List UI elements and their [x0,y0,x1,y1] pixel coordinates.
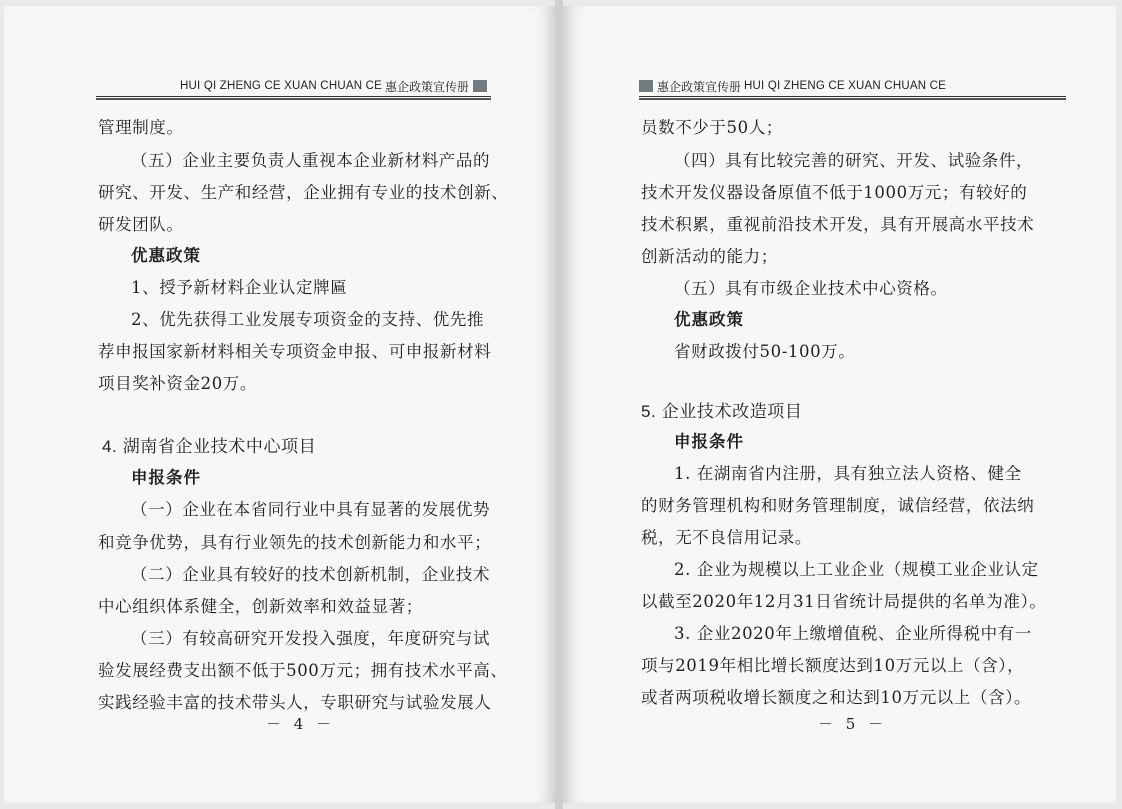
body-line: （二）企业具有较好的技术创新机制，企业技术 [131,565,491,584]
header-block-icon [473,80,487,92]
header-rule-thick [639,98,1066,100]
body-line: 或者两项税收增长额度之和达到10万元以上（含）。 [641,688,1032,707]
body-line: 的财务管理机构和财务管理制度，诚信经营，依法纳 [641,496,1035,515]
header-title: 惠企政策宣传册 [384,79,469,94]
body-line: 项目奖补资金20万。 [98,374,257,393]
body-line: 验发展经费支出额不低于500万元；拥有技术水平高、 [98,661,508,680]
body-line: 中心组织体系健全，创新效率和效益显著； [98,597,423,616]
body-line: 技术积累，重视前沿技术开发，具有开展高水平技术 [641,215,1035,234]
body-line: （三）有较高研究开发投入强度，年度研究与试 [131,629,491,648]
body-line: 税，无不良信用记录。 [641,528,812,547]
body-line: 创新活动的能力； [641,247,778,266]
body-line: 以截至2020年12月31日省统计局提供的名单为准）。 [641,592,1047,611]
body-line: 3. 企业2020年上缴增值税、企业所得税中有一 [674,624,1032,643]
body-line: 研究、开发、生产和经营，企业拥有专业的技术创新、 [98,183,509,202]
body-line: 省财政拨付50-100万。 [674,342,856,361]
header-rule [639,96,1066,97]
section-label-application-conditions: 申报条件 [131,468,201,487]
body-line: 员数不少于50人； [641,118,783,137]
body-line: 研发团队。 [98,215,184,234]
section-label-preferential-policy: 优惠政策 [131,246,201,265]
section-label-preferential-policy: 优惠政策 [674,310,744,329]
header-latin-text: HUI QI ZHENG CE XUAN CHUAN CE [180,80,382,92]
body-line: 管理制度。 [98,118,184,137]
body-line: 实践经验丰富的技术带头人，专职研究与试验发展人 [98,693,492,712]
body-line: 1. 在湖南省内注册，具有独立法人资格、健全 [674,464,1022,483]
body-line: （四）具有比较完善的研究、开发、试验条件， [674,151,1034,170]
section-heading: 4. 湖南省企业技术中心项目 [102,437,317,456]
right-page-header [639,76,946,96]
section-label-application-conditions: 申报条件 [674,432,744,451]
body-line: 2、优先获得工业发展专项资金的支持、优先推 [131,310,485,329]
body-line: 1、授予新材料企业认定牌匾 [131,278,348,297]
right-page [563,6,1116,803]
body-line: 项与2019年相比增长额度达到10万元以上（含）， [641,656,1025,675]
body-line: 2. 企业为规模以上工业企业（规模工业企业认定 [674,560,1039,579]
body-line: （五）企业主要负责人重视本企业新材料产品的 [131,151,491,170]
body-line: （一）企业在本省同行业中具有显著的发展优势 [131,500,491,519]
header-latin-text: HUI QI ZHENG CE XUAN CHUAN CE [744,80,946,92]
page-number: － 4 － [266,715,336,733]
header-block-icon [639,80,653,92]
body-line: （五）具有市级企业技术中心资格。 [674,279,948,298]
body-line: 技术开发仪器设备原值不低于1000万元；有较好的 [641,183,1028,202]
header-title: 惠企政策宣传册 [657,79,742,94]
body-line: 荐申报国家新材料相关专项资金申报、可申报新材料 [98,342,492,361]
book-spine [555,0,563,809]
left-page [4,6,555,803]
section-heading: 5. 企业技术改造项目 [641,402,803,421]
page-number: － 5 － [818,715,888,733]
left-page-header [180,76,491,96]
header-rule-thick [96,98,491,100]
header-rule [96,96,491,97]
body-line: 和竞争优势，具有行业领先的技术创新能力和水平； [98,533,492,552]
